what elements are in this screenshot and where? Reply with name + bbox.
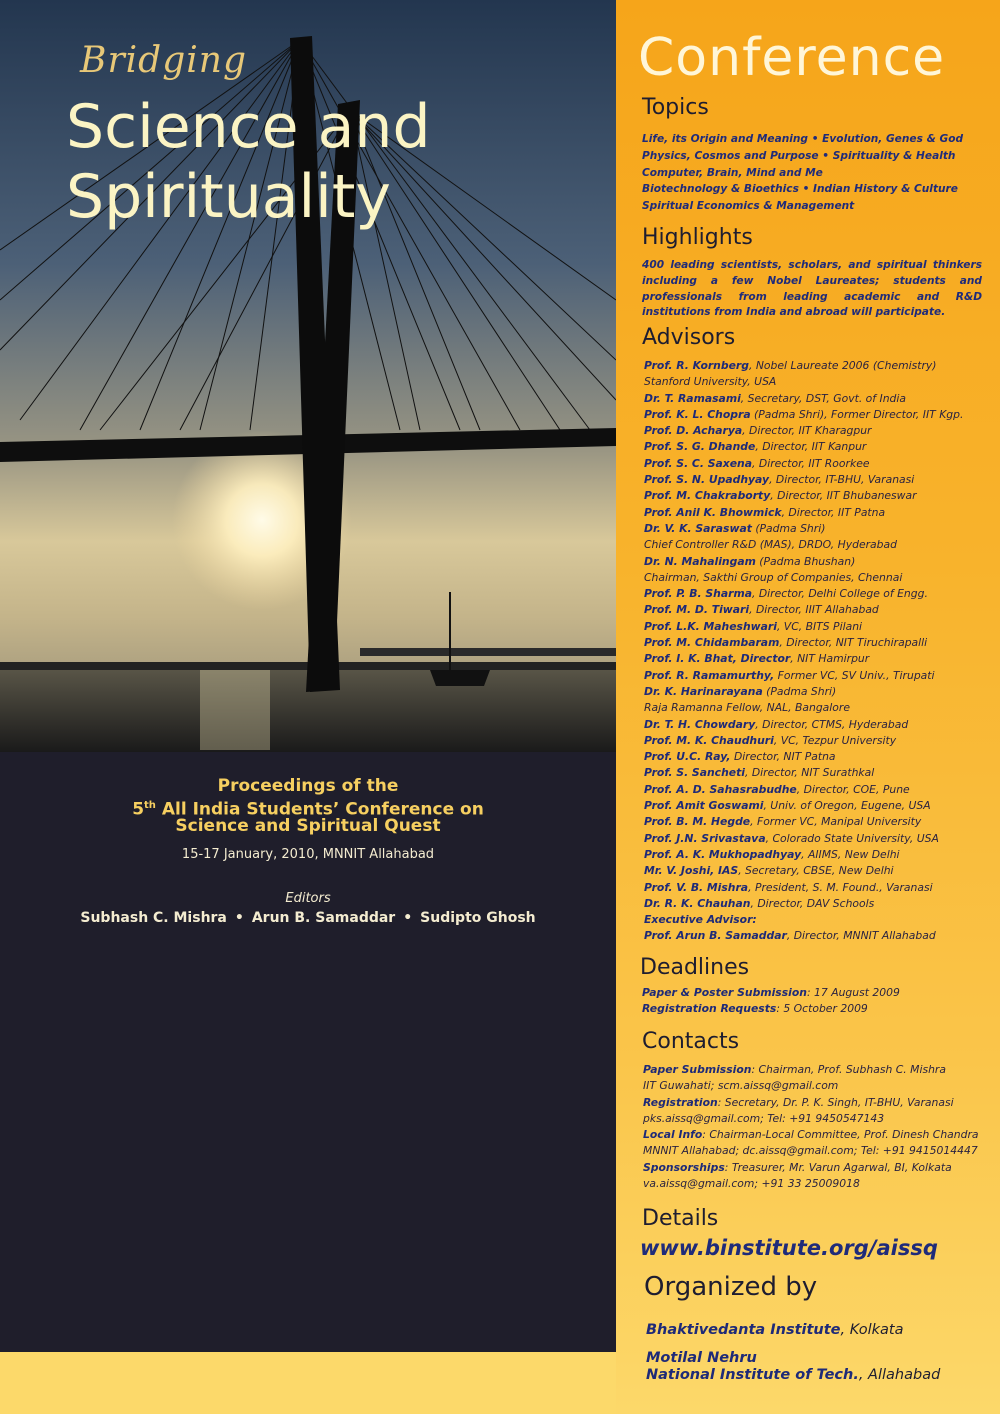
advisor-row <box>644 635 963 651</box>
advisor-row-label: Prof. K. L. Chopra <box>644 407 751 421</box>
deadline-row-label: Registration Requests <box>642 1002 777 1016</box>
advisor-row-label: Prof. R. Kornberg <box>644 359 749 372</box>
advisor-row-label: Prof. S. N. Upadhyay <box>644 473 770 487</box>
topic-line: Biotechnology & Bioethics • Indian History & Culture <box>642 183 958 196</box>
topic-line: Spiritual Economics & Management <box>642 200 855 213</box>
advisor-row <box>644 439 963 455</box>
advisor-row-detail: , Director, IT-BHU, Varanasi <box>769 473 915 487</box>
advisor-row-detail: Stanford University, USA <box>644 375 777 389</box>
contact-row <box>643 1143 979 1159</box>
deadline-row-label: Paper & Poster Submission <box>642 986 807 999</box>
advisor-row-detail: , Director, IIT Patna <box>781 505 886 519</box>
advisor-row <box>644 472 963 488</box>
advisor-row <box>644 602 963 618</box>
contact-row <box>643 1176 979 1192</box>
bullet-separator: • <box>234 910 244 926</box>
advisor-row-label: Prof. P. B. Sharma <box>644 587 752 601</box>
advisor-row <box>644 863 963 879</box>
advisor-row <box>644 651 963 667</box>
organizer-place: , Kolkata <box>840 1322 904 1338</box>
advisor-row-detail: , Former VC, Manipal University <box>750 815 922 829</box>
cover-title <box>66 92 431 232</box>
editors-list <box>0 910 616 926</box>
advisor-row-detail: Director, NIT Patna <box>730 750 836 764</box>
title-line-1: Science and <box>66 92 431 162</box>
advisor-row-detail: , Director, MNNIT Allahabad <box>786 929 936 943</box>
cover-info-panel <box>0 752 616 1352</box>
contact-row-detail: : Treasurer, Mr. Varun Agarwal, BI, Kolkata <box>724 1160 952 1174</box>
contact-row <box>643 1062 979 1078</box>
details-heading: Details <box>642 1206 719 1231</box>
advisors-list <box>644 358 963 945</box>
organizer-2 <box>646 1350 940 1384</box>
advisor-row-detail: , Director, IIT Roorkee <box>752 456 870 470</box>
contact-row-detail: MNNIT Allahabad; dc.aissq@gmail.com; Tel: +91 9415014447 <box>643 1144 978 1158</box>
advisor-row <box>644 798 963 814</box>
organized-by-heading: Organized by <box>644 1272 818 1302</box>
deadlines-heading: Deadlines <box>640 955 750 980</box>
advisor-row-label: Prof. M. Chidambaram <box>644 636 780 650</box>
advisor-row-detail: , Director, COE, Pune <box>796 782 910 796</box>
advisor-row-detail: , Director, IIIT Allahabad <box>749 603 879 617</box>
contact-row-detail: : Chairman-Local Committee, Prof. Dinesh Chandra <box>702 1128 979 1142</box>
topics-list <box>642 131 963 215</box>
advisor-row-label: Prof. M. D. Tiwari <box>644 603 750 617</box>
contact-row <box>643 1160 979 1176</box>
contact-row-label: Local Info <box>643 1128 703 1142</box>
advisor-row <box>644 847 963 863</box>
advisor-row-label: Prof. Anil K. Bhowmick <box>644 505 782 519</box>
deadlines-list <box>642 985 900 1018</box>
bottom-yellow-strip <box>0 1352 616 1414</box>
advisor-row-label: Prof. S. C. Saxena <box>644 456 753 470</box>
advisor-row <box>644 554 963 570</box>
advisor-row-detail: , Director, NIT Surathkal <box>744 766 875 780</box>
bullet-separator: • <box>403 910 413 926</box>
advisor-row-label: Prof. Arun B. Samaddar <box>644 929 787 943</box>
advisor-row-label: Mr. V. Joshi, IAS <box>644 864 739 878</box>
advisor-row-detail: , Univ. of Oregon, Eugene, USA <box>763 799 931 813</box>
topic-line: Life, its Origin and Meaning • Evolution, Genes & God <box>642 133 964 145</box>
advisor-row-detail: , Colorado State University, USA <box>765 831 939 845</box>
advisor-row <box>644 684 963 700</box>
deadline-row <box>642 1001 900 1017</box>
advisor-row-label: Prof. B. M. Hegde <box>644 815 751 829</box>
details-link[interactable]: www.binstitute.org/aissq <box>640 1236 938 1260</box>
advisor-row-detail: (Padma Shri) <box>751 521 826 535</box>
advisor-row-detail: , Director, DAV Schools <box>750 896 875 910</box>
advisor-row-detail: , Nobel Laureate 2006 (Chemistry) <box>748 359 937 372</box>
editor-name: Sudipto Ghosh <box>420 910 536 926</box>
conference-dates: 15-17 January, 2010, MNNIT Allahabad <box>181 847 435 862</box>
advisor-row-detail: , President, S. M. Found., Varanasi <box>748 880 933 894</box>
advisor-row <box>644 765 963 781</box>
organizer-name: Bhaktivedanta Institute <box>646 1322 841 1338</box>
advisor-row-label: Prof. I. K. Bhat, Director <box>644 652 791 666</box>
advisor-row-detail: , Director, IIT Kanpur <box>755 440 867 454</box>
advisor-row <box>644 700 963 716</box>
editor-name: Arun B. Samaddar <box>251 910 396 926</box>
advisor-row <box>644 831 963 847</box>
advisor-row-detail: , VC, BITS Pilani <box>776 619 863 633</box>
contact-row-label: Sponsorships <box>643 1160 725 1174</box>
contact-row-label: Registration <box>643 1095 718 1109</box>
advisor-row-detail: Chief Controller R&D (MAS), DRDO, Hyderabad <box>644 538 897 552</box>
advisor-row <box>644 717 963 733</box>
advisor-row-label: Executive Advisor: <box>644 913 757 927</box>
advisor-row-detail: , Director, IIT Bhubaneswar <box>770 489 917 503</box>
advisor-row-detail: Former VC, SV Univ., Tirupati <box>774 668 935 682</box>
organizer-name-line-1: Motilal Nehru <box>646 1350 757 1366</box>
advisor-row <box>644 391 963 407</box>
advisor-row-label: Prof. S. Sancheti <box>644 766 745 780</box>
advisor-row-label: Prof. V. B. Mishra <box>644 880 749 894</box>
advisor-row-detail: , AIIMS, New Delhi <box>801 847 900 861</box>
contact-row <box>643 1127 979 1143</box>
topic-line: Physics, Cosmos and Purpose • Spirituality & Health <box>642 149 956 162</box>
highlights-text: 400 leading scientists, scholars, and spiritual thinkers including a few Nobel Laureates; students and professionals from leading academic and R&D institutions from India and abroad will participate. <box>642 259 982 319</box>
contact-row-detail: : Secretary, Dr. P. K. Singh, IT-BHU, Varanasi <box>717 1095 954 1109</box>
proceedings-line-3: Science and Spiritual Quest <box>175 816 441 836</box>
advisor-row <box>644 749 963 765</box>
contact-row-detail: pks.aissq@gmail.com; Tel: +91 9450547143 <box>643 1111 885 1125</box>
organizer-place: , Allahabad <box>858 1367 941 1383</box>
advisor-row <box>644 505 963 521</box>
advisor-row-detail: , NIT Hamirpur <box>790 652 870 666</box>
advisor-row-label: Dr. K. Harinarayana <box>644 684 763 698</box>
advisor-row <box>644 407 963 423</box>
contact-row-detail: va.aissq@gmail.com; +91 33 25009018 <box>643 1177 860 1191</box>
contact-row <box>643 1111 979 1127</box>
bridging-heading: Bridging <box>80 40 248 81</box>
advisor-row <box>644 570 963 586</box>
advisor-row-label: Dr. R. K. Chauhan <box>644 896 751 910</box>
advisor-row-detail: , Director, IIT Kharagpur <box>742 424 872 438</box>
advisor-row <box>644 733 963 749</box>
advisor-row-label: Prof. R. Ramamurthy, <box>644 668 775 682</box>
advisor-row <box>644 586 963 602</box>
contacts-list <box>643 1062 979 1192</box>
advisor-row-label: Prof. U.C. Ray, <box>644 750 731 764</box>
advisor-row <box>644 456 963 472</box>
organizer-1 <box>646 1322 903 1339</box>
editor-name: Subhash C. Mishra <box>80 910 227 926</box>
topic-line: Computer, Brain, Mind and Me <box>642 166 823 179</box>
contact-row-label: Paper Submission <box>643 1063 752 1076</box>
advisor-row-detail: , VC, Tezpur University <box>773 733 897 747</box>
editors-label: Editors <box>285 891 331 906</box>
advisor-row-detail: , Director, NIT Tiruchirapalli <box>779 636 928 650</box>
conference-heading: Conference <box>638 28 946 88</box>
advisor-row <box>644 537 963 553</box>
advisor-row-detail: (Padma Shri) <box>762 684 837 698</box>
advisor-row <box>644 782 963 798</box>
ordinal-number: 5 <box>132 799 145 820</box>
advisor-row-label: Dr. N. Mahalingam <box>644 554 756 568</box>
advisor-row <box>644 880 963 896</box>
contact-row <box>643 1095 979 1111</box>
advisor-row <box>644 912 963 928</box>
advisor-row-label: Dr. V. K. Saraswat <box>644 521 752 535</box>
advisor-row <box>644 619 963 635</box>
advisor-row-label: Prof. J.N. Srivastava <box>644 831 766 845</box>
title-line-2: Spirituality <box>66 162 391 232</box>
advisor-row-label: Prof. A. K. Mukhopadhyay <box>644 847 802 861</box>
contact-row <box>643 1078 979 1094</box>
advisor-row <box>644 358 963 374</box>
advisor-row-label: Prof. D. Acharya <box>644 424 743 438</box>
advisor-row-label: Prof. M. Chakraborty <box>644 489 771 503</box>
ordinal-suffix: th <box>144 800 156 811</box>
advisors-heading: Advisors <box>642 325 736 350</box>
contact-row-detail: : Chairman, Prof. Subhash C. Mishra <box>751 1063 946 1076</box>
highlights-heading: Highlights <box>642 225 753 250</box>
contact-row-detail: IIT Guwahati; scm.aissq@gmail.com <box>643 1079 839 1093</box>
advisor-row <box>644 928 963 944</box>
advisor-row-label: Prof. Amit Goswami <box>644 799 764 813</box>
advisor-row-label: Dr. T. Ramasami <box>644 391 741 405</box>
proceedings-line-1: Proceedings of the <box>217 776 399 796</box>
contacts-heading: Contacts <box>642 1029 740 1054</box>
advisor-row-label: Prof. S. G. Dhande <box>644 440 756 454</box>
advisor-row <box>644 521 963 537</box>
topics-heading: Topics <box>642 95 709 120</box>
advisor-row-detail: , Director, Delhi College of Engg. <box>751 587 928 601</box>
advisor-row <box>644 668 963 684</box>
advisor-row <box>644 896 963 912</box>
organizer-name-line-2: National Institute of Tech. <box>646 1367 859 1383</box>
advisor-row-label: Prof. M. K. Chaudhuri <box>644 733 774 747</box>
deadline-row-detail: : 17 August 2009 <box>806 986 900 999</box>
advisor-row <box>644 488 963 504</box>
advisor-row-label: Prof. A. D. Sahasrabudhe <box>644 782 797 796</box>
deadline-row <box>642 985 900 1001</box>
advisor-row <box>644 814 963 830</box>
advisor-row-detail: (Padma Shri), Former Director, IIT Kgp. <box>750 407 964 421</box>
conference-name: All India Students’ Conference on <box>155 799 484 820</box>
advisor-row <box>644 423 963 439</box>
advisor-row-detail: Raja Ramanna Fellow, NAL, Bangalore <box>644 701 850 715</box>
advisor-row-detail: Chairman, Sakthi Group of Companies, Chennai <box>644 570 903 584</box>
advisor-row-detail: (Padma Bhushan) <box>755 554 856 568</box>
advisor-row <box>644 374 963 390</box>
advisor-row-detail: , Secretary, DST, Govt. of India <box>740 391 907 405</box>
advisor-row-detail: , Secretary, CBSE, New Delhi <box>738 864 894 878</box>
advisor-row-label: Prof. L.K. Maheshwari <box>644 619 777 633</box>
deadline-row-detail: : 5 October 2009 <box>776 1002 868 1016</box>
advisor-row-detail: , Director, CTMS, Hyderabad <box>755 717 909 731</box>
advisor-row-label: Dr. T. H. Chowdary <box>644 717 756 731</box>
